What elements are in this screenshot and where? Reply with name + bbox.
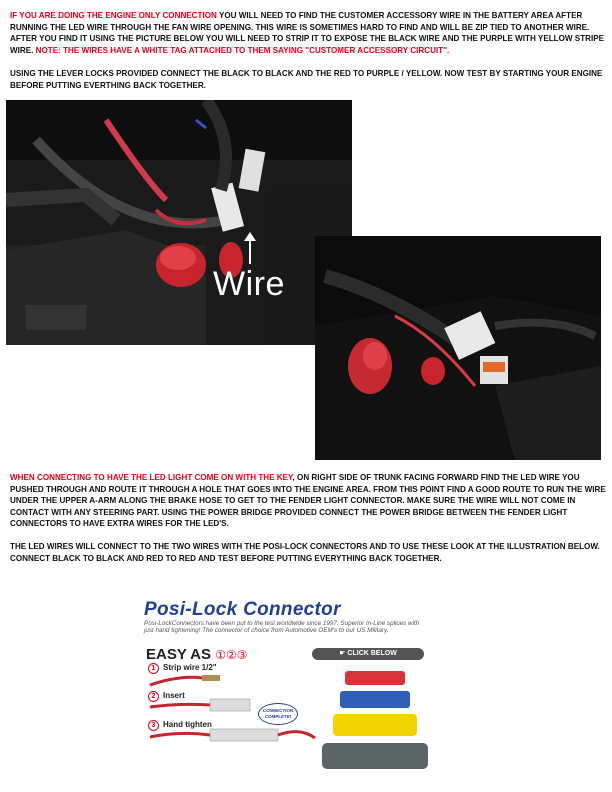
arrow-shaft <box>249 238 251 264</box>
gray-connector <box>322 743 428 769</box>
step-3-label: Hand tighten <box>163 720 212 729</box>
intro-paragraph <box>10 10 606 56</box>
posi-lock-ad[interactable] <box>140 595 436 780</box>
connector-closeup-photo <box>315 236 601 460</box>
step-2 <box>148 691 185 702</box>
step-3-number: 3 <box>148 720 159 731</box>
easy-numbers: ①②③ <box>215 648 248 662</box>
step-1-bare-wire <box>202 675 220 681</box>
connector-closeup-drawing <box>315 236 601 460</box>
easy-as-heading <box>146 646 247 663</box>
intro-paragraph-2: USING THE LEVER LOCKS PROVIDED CONNECT THE BLACK TO BLACK AND THE RED TO PURPLE / YELLOW. NOW TEST BY STARTING YOUR ENGINE BEFORE PUTTING EVERTHING BACK TOGETHER. <box>10 69 603 90</box>
wire-label: Wire <box>213 265 285 303</box>
pointer-hand-icon: ☛ <box>339 650 348 657</box>
intro-red-lead: IF YOU ARE DOING THE ENGINE ONLY CONNECTION <box>10 11 217 20</box>
yellow-connector <box>333 714 417 736</box>
blue-connector <box>340 691 410 708</box>
red-connector <box>345 671 405 685</box>
key-section-red-lead: WHEN CONNECTING TO HAVE THE LED LIGHT COME ON WITH THE KEY <box>10 473 293 482</box>
intro-text: YOU WILL NEED TO FIND THE CUSTOMER ACCESSORY WIRE IN THE BATTERY AREA AFTER RUNNING THE LED WIRE THROUGH THE FAN WIRE OPENING. THIS WIRE IS SOMETIMES HARD TO FIND AND WILL BE ZIP TIED TO ANOTHER WIRE. AFTER YOU FIND IT USING THE PICTURE BELOW YOU WILL NEED TO STRIP IT TO EXPOSE THE BLACK WIRE AND THE PURPLE WITH YELLOW STRIPE WIRE. <box>10 11 605 55</box>
key-section-text: , ON RIGHT SIDE OF TRUNK FACING FORWARD FIND THE LED WIRE YOU PUSHED THROUGH AND ROUTE IT THROUGH A HOLE THAT GOES INTO THE ENGINE AREA. FROM THIS POINT FIND A GOOD ROUTE TO RUN THE WIRE UNDER THE UPPER A-ARM ALONG THE BRAKE HOSE TO GET TO THE FENDER LIGHT CONNECTOR. MAKE SURE THE WIRE WILL NOT COME IN CONTACT WITH ANY STEERING PART. USING THE POWER BRIDGE PROVIDED CONNECT THE POWER BRIDGE BETWEEN THE FENDER LIGHT CONNECTORS TO HAVE EXTRA WIRES FOR THE LED'S. <box>10 473 606 528</box>
ad-title: Posi-Lock Connector <box>144 599 341 620</box>
step-2-connector <box>210 699 250 711</box>
ad-subtitle: Posi-LockConnectors have been put to the test worldwide since 1997. Superior In-Line splices with just hand tightening! The connector of choice from Automotive OEM's to our US Military. <box>144 620 420 635</box>
step-2-number: 2 <box>148 691 159 702</box>
step-3-wire-left <box>150 733 210 737</box>
easy-label: EASY AS <box>146 646 212 663</box>
step-1-number: 1 <box>148 663 159 674</box>
step-3-connector <box>210 729 278 741</box>
step-1-label: Strip wire 1/2" <box>163 663 217 672</box>
step-1-wire <box>150 677 202 685</box>
step-3-wire-right <box>278 732 315 738</box>
intro-red-note: NOTE: THE WIRES HAVE A WHITE TAG ATTACHED TO THEM SAYING "CUSTOMER ACCESSORY CIRCUIT". <box>35 45 450 55</box>
engine-wire-photo-drawing <box>6 100 352 345</box>
click-below-button[interactable] <box>312 648 424 660</box>
step-2-label: Insert <box>163 691 185 700</box>
step-2-wire <box>150 704 210 707</box>
connection-complete-bubble: CONNECTION COMPLETE! <box>258 703 298 725</box>
step-3 <box>148 720 212 731</box>
engine-wire-photo <box>6 100 352 345</box>
key-section-paragraph <box>10 472 606 530</box>
key-section-paragraph-2: THE LED WIRES WILL CONNECT TO THE TWO WIRES WITH THE POSI-LOCK CONNECTORS AND TO USE THESE LOOK AT THE ILLUSTRATION BELOW. CONNECT BLACK TO BLACK AND RED TO RED AND TEST BEFORE PUTTING EVERYTHING BACK TOGETHER. <box>10 542 600 563</box>
step-1 <box>148 663 217 674</box>
click-below-label: CLICK BELOW <box>347 650 397 657</box>
